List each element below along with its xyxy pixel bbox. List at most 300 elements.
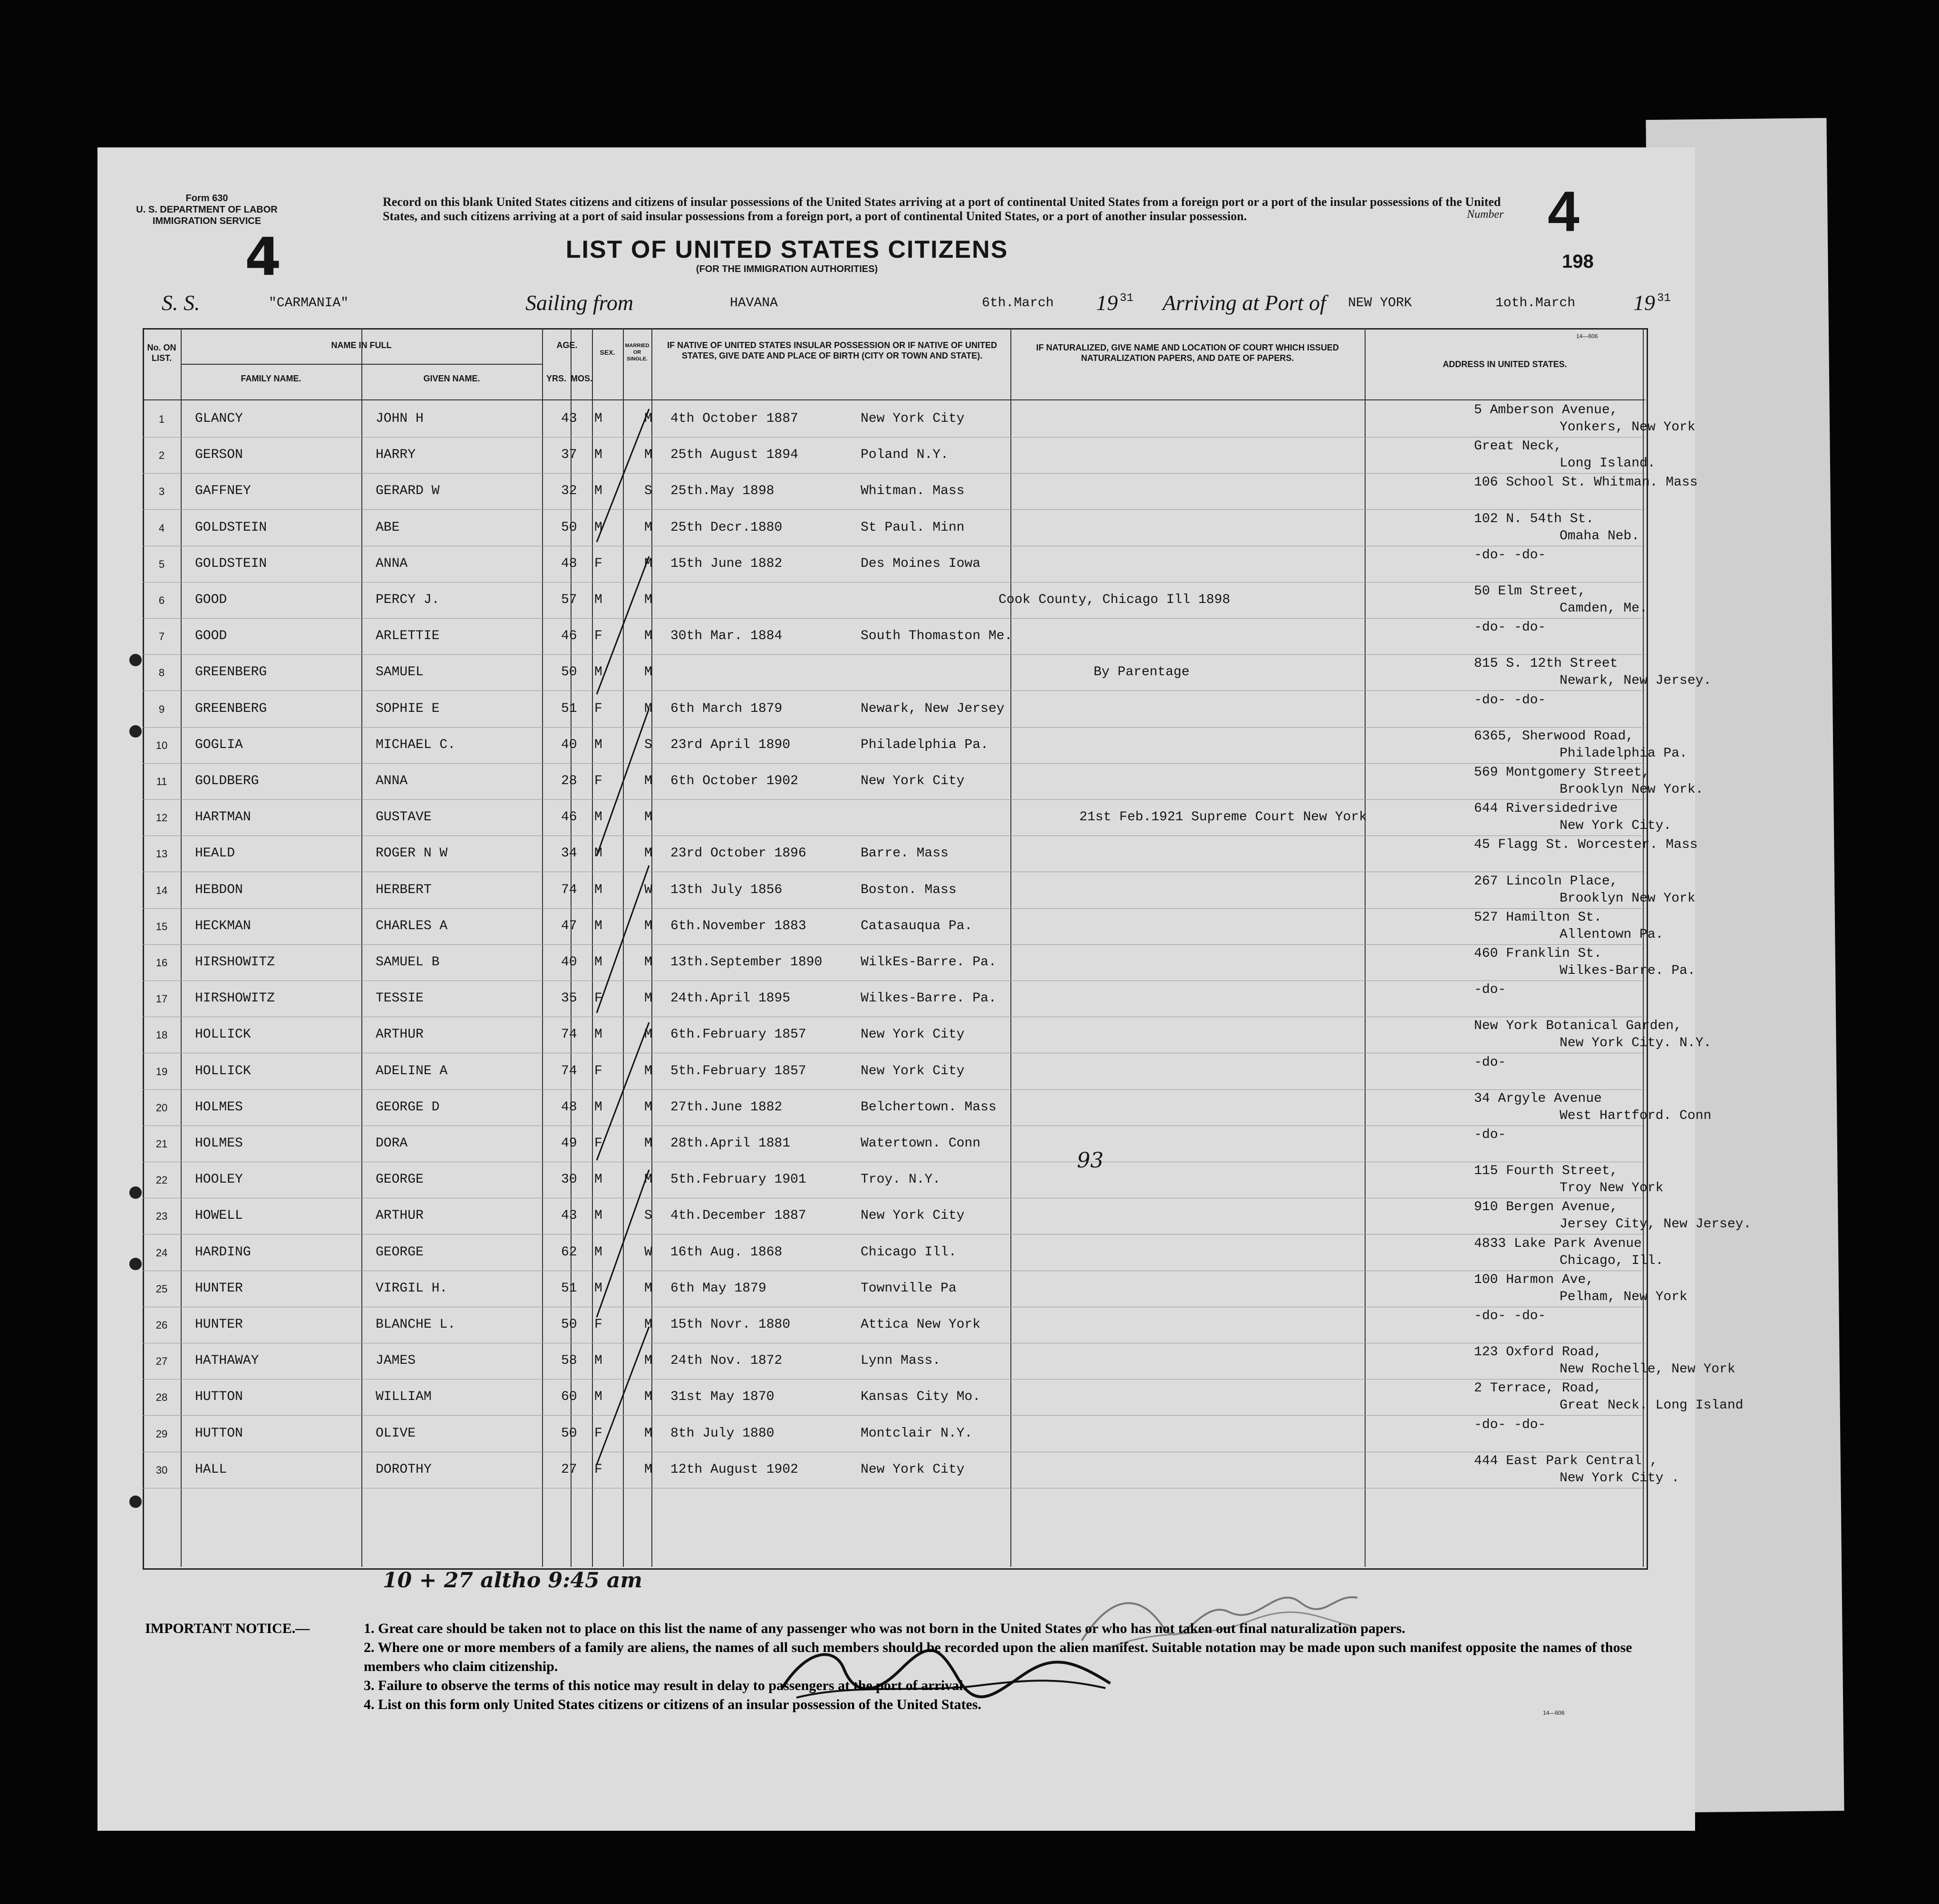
table-row — [143, 1053, 1645, 1090]
table-row — [143, 1379, 1744, 1416]
table-row — [143, 872, 1696, 909]
cell-ms: M — [644, 1027, 652, 1042]
cell-yrs: 48 — [561, 1099, 577, 1115]
cell-yrs: 47 — [561, 918, 577, 933]
page-subtitle: (FOR THE IMMIGRATION AUTHORITIES) — [696, 264, 878, 274]
cell-family: HIRSHOWITZ — [195, 991, 275, 1006]
cell-yrs: 32 — [561, 484, 577, 499]
cell-given: GEORGE D — [376, 1099, 440, 1115]
cell-yrs: 50 — [561, 520, 577, 535]
cell-addr2: Long Island. — [1560, 456, 1656, 471]
row-divider — [181, 364, 542, 365]
cell-addr2: Philadelphia Pa. — [1560, 746, 1687, 761]
notice-item: 2. Where one or more members of a family are aliens, the names of all such members should be recorded upon the alien manifest. Suitable notation may be made upon such manifest opposite the names of those members who claim citizenship. — [364, 1640, 1632, 1674]
cell-ms: M — [644, 1063, 652, 1078]
cell-yrs: 40 — [561, 955, 577, 970]
cell-given: DORA — [376, 1136, 408, 1151]
cell-family: HUNTER — [195, 1317, 243, 1332]
cell-addr2: New York City. N.Y. — [1560, 1036, 1712, 1051]
notice-items — [364, 1619, 1671, 1714]
cell-sex: F — [594, 701, 602, 716]
cell-addr1: 45 Flagg St. Worcester. Mass — [1474, 837, 1698, 853]
cell-family: HOLMES — [195, 1136, 243, 1151]
cell-addr2: New York City. — [1560, 818, 1672, 834]
cell-no: 9 — [158, 703, 165, 715]
cell-ms: M — [644, 846, 652, 861]
cell-birth: 6th May 1879 — [670, 1281, 766, 1296]
cell-family: GOLDBERG — [195, 774, 259, 788]
cell-birth: 6th March 1879 — [670, 701, 783, 716]
table-row — [143, 691, 1645, 728]
cell-no: 23 — [155, 1210, 168, 1223]
cell-birth: 24th Nov. 1872 — [670, 1353, 783, 1369]
form-code-top: 14—606 — [1576, 333, 1598, 340]
cell-given: GEORGE — [376, 1172, 424, 1187]
cell-nat: Cook County, Chicago Ill 1898 — [999, 593, 1231, 607]
cell-nat: 21st Feb.1921 Supreme Court New York — [1079, 810, 1367, 825]
arrival-date: 1oth.March — [1495, 296, 1576, 311]
cell-yrs: 37 — [561, 447, 577, 463]
cell-ms: M — [644, 1136, 652, 1151]
cell-birth: 15th Novr. 1880 — [670, 1317, 791, 1332]
cell-addr1: 100 Harmon Ave, — [1474, 1272, 1594, 1287]
cell-family: GOLDSTEIN — [195, 556, 267, 571]
cell-addr1: 34 Argyle Avenue — [1474, 1091, 1602, 1106]
cell-sex: M — [594, 846, 602, 861]
cell-place: Des Moines Iowa — [861, 556, 981, 571]
cell-place: Philadelphia Pa. — [861, 737, 989, 752]
table-row — [143, 654, 1712, 691]
cell-yrs: 51 — [561, 701, 577, 716]
sail-date: 6th.March — [982, 296, 1054, 311]
cell-birth: 5th.February 1857 — [670, 1063, 806, 1078]
table-row — [143, 582, 1648, 619]
cell-given: ARTHUR — [376, 1208, 424, 1224]
cell-given: JAMES — [376, 1353, 416, 1369]
cell-ms: M — [644, 918, 652, 933]
cell-ms: M — [644, 1317, 652, 1332]
cell-place: New York City — [861, 1027, 965, 1042]
cell-place: Chicago Ill. — [861, 1244, 957, 1260]
cell-addr2: New York City . — [1560, 1470, 1680, 1486]
cell-addr1: -do- -do- — [1474, 1417, 1546, 1432]
cell-family: GLANCY — [195, 411, 243, 426]
cell-place: South Thomaston Me. — [861, 629, 1013, 644]
sailing-from: HAVANA — [730, 296, 778, 311]
cell-yrs: 40 — [561, 737, 577, 752]
cell-no: 14 — [155, 884, 168, 896]
cell-addr2: Newark, New Jersey. — [1560, 673, 1712, 689]
cell-yrs: 50 — [561, 1426, 577, 1441]
cell-place: Kansas City Mo. — [861, 1389, 981, 1405]
header-married: MARRIED OR SINGLE. — [625, 343, 650, 362]
cell-no: 26 — [155, 1319, 168, 1331]
cell-given: CHARLES A — [376, 918, 448, 933]
cell-birth: 4th.December 1887 — [670, 1208, 806, 1224]
cell-yrs: 46 — [561, 810, 577, 825]
cell-given: TESSIE — [376, 991, 424, 1006]
punch-hole — [129, 1496, 142, 1508]
form-header-block — [126, 193, 288, 227]
cell-birth: 6th October 1902 — [670, 774, 798, 788]
cell-sex: F — [594, 1462, 602, 1477]
cell-addr2: Troy New York — [1560, 1181, 1664, 1196]
tally-strokes — [592, 399, 654, 1564]
notice-item: 4. List on this form only United States citizens or citizens of an insular possession of the United States. — [364, 1697, 981, 1712]
cell-given: GEORGE — [376, 1244, 424, 1260]
cell-no: 13 — [155, 848, 168, 860]
cell-ms: M — [644, 520, 652, 535]
cell-family: HALL — [195, 1462, 227, 1477]
cell-given: OLIVE — [376, 1426, 416, 1441]
cell-addr2: Pelham, New York — [1560, 1289, 1687, 1304]
cell-no: 19 — [155, 1065, 168, 1078]
cell-yrs: 30 — [561, 1172, 577, 1187]
cell-place: Belchertown. Mass — [861, 1099, 997, 1115]
cell-given: DOROTHY — [376, 1462, 432, 1477]
cell-ms: M — [644, 593, 652, 607]
cell-given: GERARD W — [376, 484, 440, 499]
cell-ms: M — [644, 1353, 652, 1369]
cell-ms: M — [644, 1426, 652, 1441]
punch-hole — [129, 1186, 142, 1199]
cell-birth: 5th.February 1901 — [670, 1172, 806, 1187]
cell-place: Whitman. Mass — [861, 484, 965, 499]
page-title: LIST OF UNITED STATES CITIZENS — [565, 236, 1008, 263]
cell-ms: M — [644, 1099, 652, 1115]
cell-no: 20 — [155, 1101, 168, 1114]
cell-no: 30 — [155, 1464, 168, 1476]
cell-given: SAMUEL — [376, 665, 424, 680]
table-row — [143, 727, 1687, 764]
cell-sex: M — [594, 810, 602, 825]
cell-given: SOPHIE E — [376, 701, 440, 716]
cell-ms: M — [644, 665, 652, 680]
cell-addr1: 644 Riversidedrive — [1474, 801, 1618, 816]
cell-given: HERBERT — [376, 882, 432, 897]
table-row — [143, 510, 1645, 546]
cell-family: HARDING — [195, 1244, 251, 1260]
cell-place: Boston. Mass — [861, 882, 957, 897]
cell-sex: M — [594, 955, 602, 970]
cell-sex: F — [594, 1136, 602, 1151]
table-row — [143, 401, 1696, 437]
table-row — [143, 1017, 1712, 1053]
cell-sex: M — [594, 1172, 602, 1187]
table-row — [143, 437, 1656, 474]
cell-addr1: New York Botanical Garden, — [1474, 1019, 1682, 1034]
cell-sex: F — [594, 1063, 602, 1078]
cell-yrs: 57 — [561, 593, 577, 607]
cell-yrs: 51 — [561, 1281, 577, 1296]
cell-birth: 15th June 1882 — [670, 556, 783, 571]
sailing-from-label: Sailing from — [525, 291, 634, 315]
cell-addr1: -do- -do- — [1474, 547, 1546, 563]
cell-given: ROGER N W — [376, 846, 448, 861]
header-yrs: YRS. — [546, 374, 566, 383]
cell-sex: F — [594, 991, 602, 1006]
cell-no: 15 — [155, 920, 168, 933]
cell-yrs: 58 — [561, 1353, 577, 1369]
cell-birth: 30th Mar. 1884 — [670, 629, 783, 644]
cell-sex: M — [594, 411, 602, 426]
cell-addr2: Chicago, Ill. — [1560, 1253, 1664, 1268]
cell-family: GOOD — [195, 593, 227, 607]
cell-no: 2 — [158, 449, 165, 462]
cell-birth: 23rd April 1890 — [670, 737, 791, 752]
cell-given: PERCY J. — [376, 593, 440, 607]
cell-addr1: -do- — [1474, 1055, 1506, 1070]
cell-given: WILLIAM — [376, 1389, 432, 1405]
cell-ms: W — [644, 882, 652, 897]
table-row — [143, 1126, 1645, 1162]
cell-yrs: 48 — [561, 556, 577, 571]
cell-birth: 6th.February 1857 — [670, 1027, 806, 1042]
header-age: AGE. — [556, 340, 578, 350]
cell-ms: M — [644, 411, 652, 426]
cell-sex: M — [594, 1208, 602, 1224]
cell-no: 11 — [156, 776, 167, 787]
cell-given: ADELINE A — [376, 1063, 448, 1078]
cell-addr1: 267 Lincoln Place, — [1474, 874, 1618, 889]
cell-given: MICHAEL C. — [376, 737, 456, 752]
cell-sex: M — [594, 447, 602, 463]
cell-ms: M — [644, 1389, 652, 1405]
cell-addr1: 5 Amberson Avenue, — [1474, 403, 1618, 418]
cell-addr1: 444 East Park Central , — [1474, 1453, 1658, 1468]
cell-ms: M — [644, 1172, 652, 1187]
cell-addr2: Yonkers, New York — [1560, 420, 1696, 435]
table-row — [143, 546, 1645, 583]
number-label: Number — [1467, 208, 1504, 221]
service-name: IMMIGRATION SERVICE — [152, 216, 262, 226]
cell-ms: S — [644, 1208, 652, 1224]
cell-sex: F — [594, 556, 602, 571]
cell-ms: M — [644, 991, 652, 1006]
table-row — [143, 981, 1645, 1017]
cell-sex: M — [594, 593, 602, 607]
cell-given: ANNA — [376, 774, 408, 788]
cell-yrs: 74 — [561, 1027, 577, 1042]
cell-ms: M — [644, 774, 652, 788]
cell-ms: M — [644, 447, 652, 463]
table-row — [143, 1089, 1712, 1126]
cell-ms: M — [644, 1281, 652, 1296]
cell-yrs: 27 — [561, 1462, 577, 1477]
manifest-page — [97, 147, 1752, 1831]
punch-hole — [129, 1258, 142, 1270]
cell-ms: S — [644, 484, 652, 499]
cell-family: HOLLICK — [195, 1063, 251, 1078]
cell-given: GUSTAVE — [376, 810, 432, 825]
cell-family: GOOD — [195, 629, 227, 644]
cell-given: SAMUEL B — [376, 955, 440, 970]
ship-name: "CARMANIA" — [269, 296, 349, 311]
cell-sex: M — [594, 665, 602, 680]
table-row — [143, 1162, 1664, 1198]
handwritten-mark: 4 — [245, 226, 281, 287]
cell-no: 22 — [155, 1174, 168, 1186]
cell-no: 21 — [155, 1138, 168, 1150]
cell-family: HIRSHOWITZ — [195, 955, 275, 970]
cell-yrs: 35 — [561, 991, 577, 1006]
cell-birth: 25th August 1894 — [670, 447, 798, 463]
header-naturalized: IF NATURALIZED, GIVE NAME AND LOCATION OF COURT WHICH ISSUED NATURALIZATION PAPERS, AND DATE OF PAPERS. — [1036, 343, 1339, 363]
cell-sex: F — [594, 629, 602, 644]
cell-yrs: 74 — [561, 882, 577, 897]
arrival-year-prefix: 19 — [1633, 291, 1655, 315]
cell-sex: F — [594, 1317, 602, 1332]
cell-yrs: 46 — [561, 629, 577, 644]
cell-ms: M — [644, 1462, 652, 1477]
cell-addr2: Brooklyn New York — [1560, 891, 1696, 906]
cell-sex: M — [594, 918, 602, 933]
cell-family: GREENBERG — [195, 665, 267, 680]
cell-addr2: Omaha Neb. — [1560, 528, 1640, 544]
cell-birth: 6th.November 1883 — [670, 918, 806, 933]
cell-no: 1 — [158, 413, 165, 425]
ss-label: S. S. — [162, 291, 200, 315]
cell-ms: M — [644, 629, 652, 644]
handwritten-margin-number: 93 — [1077, 1148, 1104, 1173]
cell-sex: F — [594, 1426, 602, 1441]
form-code-bottom: 14—606 — [1543, 1710, 1565, 1716]
header-name-full: NAME IN FULL — [331, 340, 392, 350]
cell-birth: 23rd October 1896 — [670, 846, 806, 861]
cell-addr1: 569 Montgomery Street, — [1474, 765, 1650, 780]
cell-family: HUNTER — [195, 1281, 243, 1296]
cell-family: HECKMAN — [195, 918, 251, 933]
cell-nat: By Parentage — [1094, 665, 1190, 680]
cell-family: HEALD — [195, 846, 235, 861]
cell-yrs: 28 — [561, 774, 577, 788]
cell-addr2: West Hartford. Conn — [1560, 1108, 1712, 1123]
cell-no: 4 — [158, 522, 165, 534]
cell-sex: M — [594, 1244, 602, 1260]
table-row — [143, 763, 1704, 800]
cell-no: 17 — [155, 993, 168, 1005]
cell-no: 7 — [158, 631, 165, 643]
cell-family: HOLLICK — [195, 1027, 251, 1042]
cell-birth: 13th.September 1890 — [670, 955, 823, 970]
cell-addr1: -do- -do- — [1474, 692, 1546, 708]
table-row — [143, 1452, 1680, 1488]
cell-ms: S — [644, 737, 652, 752]
notice-item: 1. Great care should be taken not to place on this list the name of any passenger who was not born in the United States or who has not taken out final naturalization papers. — [364, 1621, 1406, 1636]
department-name: U. S. DEPARTMENT OF LABOR — [136, 204, 278, 215]
cell-addr2: Great Neck. Long Island — [1560, 1398, 1744, 1413]
arriving-label: Arriving at Port of — [1163, 291, 1326, 315]
cell-yrs: 43 — [561, 411, 577, 426]
cell-family: HOWELL — [195, 1208, 243, 1224]
table-row — [143, 618, 1645, 655]
list-number: 4 — [1548, 180, 1580, 243]
cell-place: Troy. N.Y. — [861, 1172, 941, 1187]
header-birth: IF NATIVE OF UNITED STATES INSULAR POSSESSION OR IF NATIVE OF UNITED STATES, GIVE DATE AND PLACE OF BIRTH (CITY OR TOWN AND STATE). — [667, 340, 997, 360]
cell-addr1: -do- -do- — [1474, 1309, 1546, 1323]
cell-sex: M — [594, 737, 602, 752]
table-row — [143, 944, 1696, 981]
cell-addr1: -do- -do- — [1474, 620, 1546, 635]
cell-given: ABE — [376, 520, 400, 535]
cell-yrs: 50 — [561, 1317, 577, 1332]
cell-addr1: -do- — [1474, 982, 1506, 998]
table-row — [143, 1416, 1645, 1452]
cell-family: HOLMES — [195, 1099, 243, 1115]
cell-sex: M — [594, 1281, 602, 1296]
cell-addr1: 123 Oxford Road, — [1474, 1345, 1602, 1360]
row-divider — [143, 399, 1645, 400]
cell-family: HEBDON — [195, 882, 243, 897]
cell-birth: 8th July 1880 — [670, 1426, 775, 1441]
cell-place: Lynn Mass. — [861, 1353, 941, 1369]
cell-family: GOLDSTEIN — [195, 520, 267, 535]
cell-given: ARTHUR — [376, 1027, 424, 1042]
cell-given: BLANCHE L. — [376, 1317, 456, 1332]
notice-lead: IMPORTANT NOTICE.— — [145, 1621, 310, 1636]
cell-place: New York City — [861, 1462, 965, 1477]
cell-yrs: 50 — [561, 665, 577, 680]
cell-sex: F — [594, 774, 602, 788]
cell-addr1: 4833 Lake Park Avenue — [1474, 1236, 1642, 1251]
cell-yrs: 49 — [561, 1136, 577, 1151]
cell-place: New York City — [861, 1208, 965, 1224]
cell-sex: M — [594, 520, 602, 535]
cell-given: ARLETTIE — [376, 629, 440, 644]
cell-addr2: Brooklyn New York. — [1560, 782, 1704, 797]
table-row — [143, 908, 1664, 945]
table-row — [143, 1271, 1687, 1307]
cell-addr2: Camden, Me. — [1560, 601, 1648, 616]
cell-place: Catasauqua Pa. — [861, 918, 973, 933]
cell-no: 16 — [155, 957, 168, 969]
cell-sex: M — [594, 1099, 602, 1115]
cell-no: 29 — [155, 1428, 168, 1440]
cell-place: St Paul. Minn — [861, 520, 965, 535]
table-row — [143, 1307, 1645, 1343]
notice-item: 3. Failure to observe the terms of this notice may result in delay to passengers at the port of arrival. — [364, 1678, 967, 1693]
cell-no: 5 — [158, 558, 165, 570]
header-address: ADDRESS IN UNITED STATES. — [1443, 359, 1567, 369]
cell-family: HATHAWAY — [195, 1353, 259, 1369]
cell-no: 12 — [155, 812, 168, 824]
cell-ms: W — [644, 1244, 652, 1260]
cell-addr1: 102 N. 54th St. — [1474, 511, 1594, 526]
cell-family: HOOLEY — [195, 1172, 243, 1187]
cell-addr1: Great Neck, — [1474, 439, 1562, 454]
cell-ms: M — [644, 556, 652, 571]
cell-family: GOGLIA — [195, 737, 243, 752]
cell-family: GREENBERG — [195, 701, 267, 716]
form-instructions: Record on this blank United States citizens and citizens of insular possessions of the United States arriving at a port of continental United States from a foreign port or a port of the insular possessions of the United States, and such citizens arriving at a port of said insular possessions from a foreign port, a port of continental United States, or a port of another insular possession. — [383, 195, 1501, 223]
table-row — [143, 1198, 1752, 1234]
header-given: GIVEN NAME. — [423, 374, 480, 383]
cell-place: New York City — [861, 1063, 965, 1078]
cell-birth: 16th Aug. 1868 — [670, 1244, 783, 1260]
cell-place: Wilkes-Barre. Pa. — [861, 991, 997, 1006]
cell-sex: M — [594, 1353, 602, 1369]
cell-addr2: Jersey City, New Jersey. — [1560, 1217, 1752, 1232]
cell-place: WilkEs-Barre. Pa. — [861, 955, 997, 970]
table-row — [143, 835, 1698, 872]
cell-given: HARRY — [376, 447, 416, 463]
cell-addr2: Wilkes-Barre. Pa. — [1560, 963, 1696, 978]
cell-addr1: 527 Hamilton St. — [1474, 910, 1602, 925]
header-family: FAMILY NAME. — [241, 374, 301, 383]
cell-birth: 31st May 1870 — [670, 1389, 775, 1405]
cell-addr1: 6365, Sherwood Road, — [1474, 729, 1634, 744]
arrival-year: 31 — [1657, 292, 1671, 305]
